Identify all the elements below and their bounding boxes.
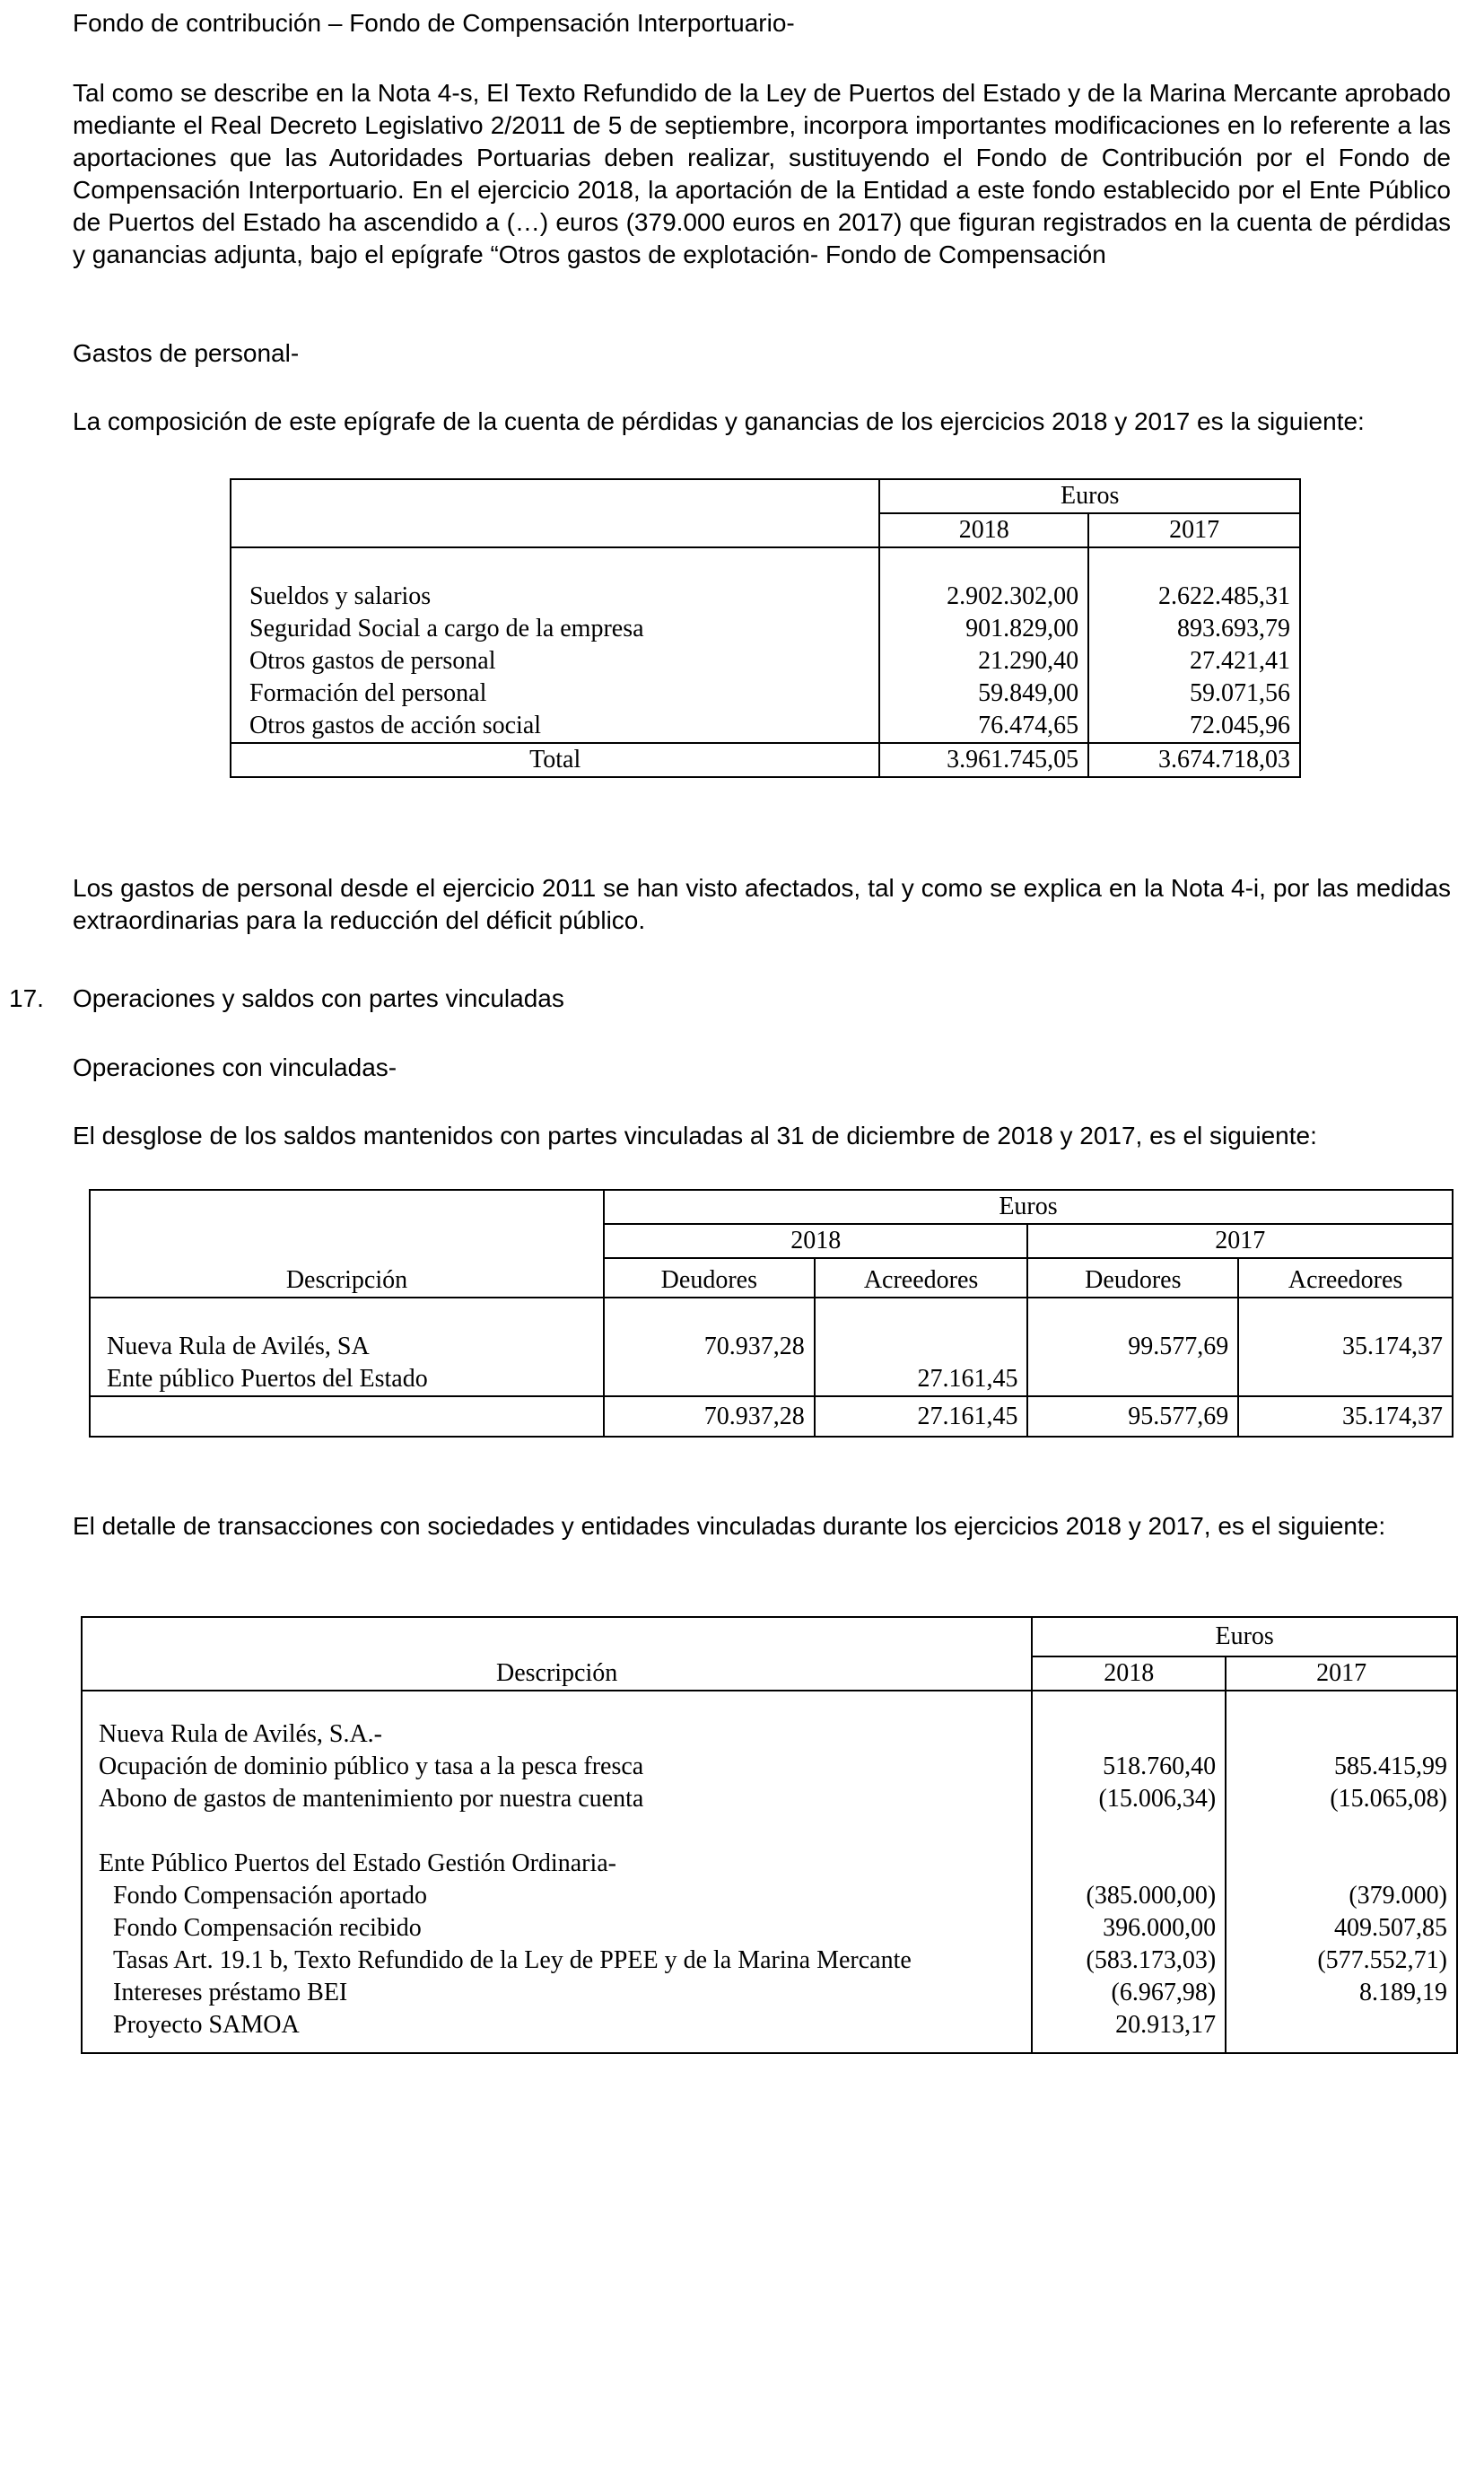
total-deudores-2017: 95.577,69 bbox=[1027, 1396, 1238, 1437]
row-label: Seguridad Social a cargo de la empresa bbox=[249, 615, 644, 642]
year-header-2017: 2017 bbox=[1027, 1224, 1453, 1258]
currency-header: Euros bbox=[604, 1190, 1453, 1224]
paragraph-personal-note: Los gastos de personal desde el ejercicio 2011 se han visto afectados, tal y como se explica en la Nota 4-i, por las medidas extraordinarias para la reducción del déficit público. bbox=[73, 874, 1451, 934]
currency-header: Euros bbox=[1032, 1617, 1457, 1656]
cell-2018: 21.290,40 bbox=[978, 647, 1079, 675]
cell-2017: (577.552,71) bbox=[1317, 1946, 1447, 1974]
section-number: 17. bbox=[9, 984, 44, 1012]
group-label: Ente Público Puertos del Estado Gestión Ordinaria- bbox=[99, 1849, 616, 1877]
row-label: Abono de gastos de mantenimiento por nuestra cuenta bbox=[99, 1785, 644, 1813]
cell-2017 bbox=[1235, 2009, 1447, 2041]
cell-2018: (15.006,34) bbox=[1098, 1785, 1217, 1813]
currency-header: Euros bbox=[879, 479, 1300, 513]
cell-2018: 396.000,00 bbox=[1103, 1914, 1217, 1942]
cell-2017: (379.000) bbox=[1349, 1882, 1447, 1910]
row-label: Ente público Puertos del Estado bbox=[107, 1365, 428, 1393]
transacciones-table bbox=[81, 1616, 1458, 2054]
row-label: Proyecto SAMOA bbox=[113, 2011, 300, 2039]
group-label: Nueva Rula de Avilés, S.A.- bbox=[99, 1720, 382, 1748]
cell-deudores-2018 bbox=[614, 1363, 805, 1395]
description-header: Descripción bbox=[82, 1617, 1032, 1691]
cell-2018: 59.849,00 bbox=[978, 679, 1079, 707]
cell-deudores-2017: 99.577,69 bbox=[1128, 1333, 1229, 1360]
section-title: Operaciones y saldos con partes vinculadas bbox=[73, 984, 564, 1012]
cell-2018: (583.173,03) bbox=[1086, 1946, 1217, 1974]
total-2018: 3.961.745,05 bbox=[879, 743, 1088, 777]
paragraph-personal-intro: La composición de este epígrafe de la cuenta de pérdidas y ganancias de los ejercicios 2018 y 2017 es la siguiente: bbox=[73, 407, 1365, 435]
cell-2018: (6.967,98) bbox=[1111, 1979, 1217, 2006]
cell-2018: (385.000,00) bbox=[1086, 1882, 1217, 1910]
paragraph-fondo: Tal como se describe en la Nota 4-s, El Texto Refundido de la Ley de Puertos del Estado y de la Marina Mercante aprobado mediante el Real Decreto Legislativo 2/2011 de 5 de septiembre, incorpora importantes modificaciones en lo referente a las aportaciones que las Autoridades Portuarias deben realizar, sustituyendo el Fondo de Contribución por el Fondo de Compensación Interportuario. En el ejercicio 2018, la aportación de la Entidad a este fondo establecido por el Ente Público de Puertos del Estado ha ascendido a (…) euros (379.000 euros en 2017) que figuran registrados en la cuenta de pérdidas y ganancias adjunta, bajo el epígrafe “Otros gastos de explotación- Fondo de Compensación bbox=[73, 79, 1451, 268]
cell-2017: (15.065,08) bbox=[1330, 1785, 1447, 1813]
paragraph-saldos-intro: El desglose de los saldos mantenidos con partes vinculadas al 31 de diciembre de 2018 y 2017, es el siguiente: bbox=[73, 1122, 1317, 1149]
personal-expenses-table bbox=[230, 478, 1301, 778]
cell-2017: 2.622.485,31 bbox=[1158, 582, 1290, 610]
row-label: Fondo Compensación recibido bbox=[113, 1914, 422, 1942]
total-acreedores-2018: 27.161,45 bbox=[815, 1396, 1028, 1437]
year-header-2018: 2018 bbox=[879, 513, 1088, 547]
section-heading-personal: Gastos de personal- bbox=[73, 339, 300, 367]
paragraph-transacciones-intro: El detalle de transacciones con sociedades y entidades vinculadas durante los ejercicios 2018 y 2017, es el siguiente: bbox=[73, 1512, 1386, 1540]
row-label: Fondo Compensación aportado bbox=[113, 1882, 427, 1910]
subheading-vinculadas: Operaciones con vinculadas- bbox=[73, 1053, 397, 1081]
row-label: Otros gastos de acción social bbox=[249, 712, 542, 739]
row-label: Otros gastos de personal bbox=[249, 647, 496, 675]
year-header-2018: 2018 bbox=[604, 1224, 1028, 1258]
row-label: Intereses préstamo BEI bbox=[113, 1979, 348, 2006]
year-header-2017: 2017 bbox=[1088, 513, 1300, 547]
saldos-table bbox=[89, 1189, 1453, 1438]
cell-deudores-2018: 70.937,28 bbox=[703, 1333, 805, 1360]
row-label: Ocupación de dominio público y tasa a la pesca fresca bbox=[99, 1752, 644, 1780]
deudores-header-2018: Deudores bbox=[604, 1258, 815, 1298]
cell-2018: 76.474,65 bbox=[978, 712, 1079, 739]
cell-2017: 893.693,79 bbox=[1177, 615, 1290, 642]
cell-2017: 72.045,96 bbox=[1190, 712, 1290, 739]
acreedores-header-2017: Acreedores bbox=[1238, 1258, 1453, 1298]
cell-2017: 8.189,19 bbox=[1359, 1979, 1447, 2006]
cell-2017: 409.507,85 bbox=[1334, 1914, 1447, 1942]
cell-2017: 585.415,99 bbox=[1334, 1752, 1447, 1780]
description-header: Descripción bbox=[90, 1190, 604, 1298]
cell-2018: 2.902.302,00 bbox=[947, 582, 1079, 610]
cell-2017: 59.071,56 bbox=[1190, 679, 1290, 707]
cell-2018: 518.760,40 bbox=[1103, 1752, 1217, 1780]
cell-acreedores-2018 bbox=[825, 1331, 1018, 1363]
cell-acreedores-2018: 27.161,45 bbox=[917, 1365, 1018, 1393]
deudores-header-2017: Deudores bbox=[1027, 1258, 1238, 1298]
cell-deudores-2017 bbox=[1037, 1363, 1228, 1395]
section-heading-fondo: Fondo de contribución – Fondo de Compensación Interportuario- bbox=[73, 9, 795, 37]
total-label: Total bbox=[231, 743, 879, 777]
cell-2018: 20.913,17 bbox=[1115, 2011, 1217, 2039]
acreedores-header-2018: Acreedores bbox=[815, 1258, 1028, 1298]
total-2017: 3.674.718,03 bbox=[1088, 743, 1300, 777]
cell-acreedores-2017: 35.174,37 bbox=[1342, 1333, 1443, 1360]
year-header-2018: 2018 bbox=[1032, 1656, 1226, 1691]
row-label: Sueldos y salarios bbox=[249, 582, 432, 610]
cell-2018: 901.829,00 bbox=[965, 615, 1079, 642]
total-deudores-2018: 70.937,28 bbox=[604, 1396, 815, 1437]
row-label: Tasas Art. 19.1 b, Texto Refundido de la Ley de PPEE y de la Marina Mercante bbox=[113, 1946, 912, 1974]
row-label: Nueva Rula de Avilés, SA bbox=[107, 1333, 370, 1360]
total-acreedores-2017: 35.174,37 bbox=[1238, 1396, 1453, 1437]
cell-2017: 27.421,41 bbox=[1190, 647, 1290, 675]
row-label: Formación del personal bbox=[249, 679, 487, 707]
year-header-2017: 2017 bbox=[1226, 1656, 1457, 1691]
cell-acreedores-2017 bbox=[1248, 1363, 1443, 1395]
